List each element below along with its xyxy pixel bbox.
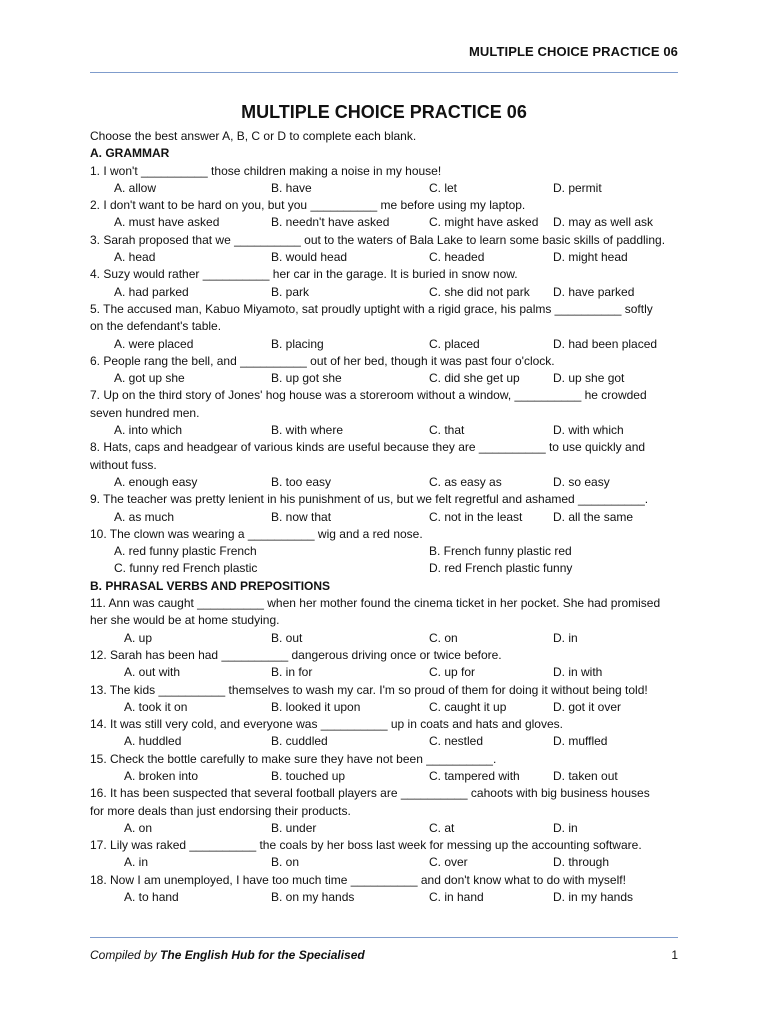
question-item bbox=[90, 682, 682, 717]
answer-option: D. may as well ask bbox=[553, 215, 654, 230]
footer-credit bbox=[90, 948, 365, 962]
answer-option: C. might have asked bbox=[429, 215, 539, 230]
section-heading: B. PHRASAL VERBS AND PREPOSITIONS bbox=[90, 578, 331, 593]
question-text: 3. Sarah proposed that we __________ out to the waters of Bala Lake to learn some basic skills of paddling. bbox=[90, 232, 666, 247]
question-text: without fuss. bbox=[90, 457, 157, 472]
answer-option: A. up bbox=[124, 630, 153, 645]
answer-option: A. on bbox=[124, 820, 153, 835]
answer-options bbox=[90, 699, 682, 716]
answer-option: A. took it on bbox=[124, 699, 188, 714]
question-item bbox=[90, 491, 682, 526]
question-text: 14. It was still very cold, and everyone was __________ up in coats and hats and gloves. bbox=[90, 717, 563, 732]
answer-options bbox=[90, 284, 682, 301]
question-item bbox=[90, 716, 682, 751]
question-item bbox=[90, 232, 682, 267]
question-text: 2. I don't want to be hard on you, but you __________ me before using my laptop. bbox=[90, 198, 526, 213]
question-text: 15. Check the bottle carefully to make sure they have not been __________. bbox=[90, 751, 497, 766]
question-item bbox=[90, 266, 682, 301]
answer-options bbox=[90, 249, 682, 266]
answer-option: C. not in the least bbox=[429, 509, 523, 524]
instruction-text: Choose the best answer A, B, C or D to complete each blank. bbox=[90, 129, 417, 143]
question-item bbox=[90, 647, 682, 682]
answer-option: A. head bbox=[114, 250, 156, 265]
answer-option: A. were placed bbox=[114, 336, 194, 351]
answer-option: B. would head bbox=[271, 250, 348, 265]
answer-option: B. under bbox=[271, 820, 317, 835]
exercise-content bbox=[90, 128, 682, 906]
answer-options bbox=[90, 543, 682, 560]
answer-options bbox=[90, 768, 682, 785]
answer-option: C. over bbox=[429, 855, 468, 870]
answer-option: D. red French plastic funny bbox=[429, 561, 573, 576]
answer-option: C. placed bbox=[429, 336, 480, 351]
answer-options bbox=[90, 733, 682, 750]
answer-options bbox=[90, 664, 682, 681]
question-text: 6. People rang the bell, and __________ out of her bed, though it was past four o'clock. bbox=[90, 353, 555, 368]
answer-options bbox=[90, 180, 682, 197]
question-text: seven hundred men. bbox=[90, 405, 200, 420]
question-item bbox=[90, 163, 682, 198]
answer-option: A. into which bbox=[114, 423, 183, 438]
answer-option: C. headed bbox=[429, 250, 485, 265]
answer-options bbox=[90, 560, 682, 577]
answer-option: C. nestled bbox=[429, 734, 484, 749]
question-item bbox=[90, 387, 682, 439]
footer-organization: The English Hub for the Specialised bbox=[160, 948, 365, 962]
answer-option: B. touched up bbox=[271, 768, 346, 783]
question-text: 13. The kids __________ themselves to wash my car. I'm so proud of them for doing it without being told! bbox=[90, 682, 648, 697]
answer-option: D. in bbox=[553, 820, 578, 835]
answer-option: B. in for bbox=[271, 665, 313, 680]
answer-option: D. so easy bbox=[553, 474, 610, 489]
answer-option: C. on bbox=[429, 630, 458, 645]
answer-option: B. on bbox=[271, 855, 300, 870]
answer-option: A. had parked bbox=[114, 284, 189, 299]
answer-options bbox=[90, 630, 682, 647]
question-item bbox=[90, 872, 682, 907]
answer-options bbox=[90, 214, 682, 231]
answer-option: A. as much bbox=[114, 509, 175, 524]
answer-option: A. red funny plastic French bbox=[114, 544, 257, 559]
question-text: 17. Lily was raked __________ the coals by her boss last week for messing up the accounting software. bbox=[90, 838, 642, 853]
page-title: MULTIPLE CHOICE PRACTICE 06 bbox=[241, 102, 527, 122]
question-text: on the defendant's table. bbox=[90, 319, 222, 334]
answer-option: C. she did not park bbox=[429, 284, 530, 299]
answer-option: D. in my hands bbox=[553, 890, 634, 905]
answer-option: D. have parked bbox=[553, 284, 635, 299]
answer-option: B. up got she bbox=[271, 371, 342, 386]
question-text: 1. I won't __________ those children making a noise in my house! bbox=[90, 163, 442, 178]
footer-compiled-by: Compiled by bbox=[90, 948, 161, 962]
question-text: 10. The clown was wearing a __________ wig and a red nose. bbox=[90, 526, 423, 541]
answer-option: C. as easy as bbox=[429, 474, 502, 489]
answer-option: C. at bbox=[429, 820, 455, 835]
answer-option: D. with which bbox=[553, 423, 624, 438]
answer-options bbox=[90, 474, 682, 491]
question-item bbox=[90, 439, 682, 491]
answer-option: B. cuddled bbox=[271, 734, 328, 749]
answer-option: A. broken into bbox=[124, 768, 199, 783]
question-item bbox=[90, 595, 682, 647]
answer-option: D. in with bbox=[553, 665, 603, 680]
question-item bbox=[90, 197, 682, 232]
answer-option: B. placing bbox=[271, 336, 324, 351]
question-item bbox=[90, 837, 682, 872]
question-text: 5. The accused man, Kabuo Miyamoto, sat proudly uptight with a rigid grace, his palms __________ softly bbox=[90, 301, 653, 316]
answer-options bbox=[90, 889, 682, 906]
answer-option: A. enough easy bbox=[114, 474, 198, 489]
answer-option: D. all the same bbox=[553, 509, 634, 524]
section-heading: A. GRAMMAR bbox=[90, 146, 170, 161]
page-number: 1 bbox=[671, 948, 678, 962]
answer-option: A. huddled bbox=[124, 734, 182, 749]
answer-option: C. up for bbox=[429, 665, 476, 680]
running-header: MULTIPLE CHOICE PRACTICE 06 bbox=[468, 44, 678, 59]
question-text: her she would be at home studying. bbox=[90, 613, 280, 628]
answer-options bbox=[90, 370, 682, 387]
answer-option: C. in hand bbox=[429, 890, 484, 905]
answer-option: D. up she got bbox=[553, 371, 625, 386]
question-item bbox=[90, 526, 682, 578]
answer-option: D. muffled bbox=[553, 734, 608, 749]
answer-option: D. through bbox=[553, 855, 610, 870]
answer-option: B. with where bbox=[271, 423, 344, 438]
answer-options bbox=[90, 422, 682, 439]
answer-option: B. too easy bbox=[271, 474, 332, 489]
answer-option: B. needn't have asked bbox=[271, 215, 390, 230]
answer-option: C. let bbox=[429, 180, 458, 195]
answer-option: D. might head bbox=[553, 250, 628, 265]
answer-options bbox=[90, 854, 682, 871]
answer-option: C. tampered with bbox=[429, 768, 520, 783]
question-text: for more deals than just endorsing their products. bbox=[90, 803, 351, 818]
answer-option: A. allow bbox=[114, 180, 157, 195]
question-text: 8. Hats, caps and headgear of various kinds are useful because they are __________ to use quickly and bbox=[90, 440, 646, 455]
question-text: 11. Ann was caught __________ when her mother found the cinema ticket in her pocket. She had promised bbox=[90, 596, 661, 611]
answer-option: A. to hand bbox=[124, 890, 179, 905]
answer-option: C. that bbox=[429, 423, 465, 438]
answer-option: B. now that bbox=[271, 509, 332, 524]
footer-divider bbox=[90, 937, 678, 938]
answer-option: B. have bbox=[271, 180, 312, 195]
answer-option: A. in bbox=[124, 855, 149, 870]
answer-option: D. got it over bbox=[553, 699, 622, 714]
answer-options bbox=[90, 509, 682, 526]
answer-option: B. French funny plastic red bbox=[429, 544, 572, 559]
question-item bbox=[90, 353, 682, 388]
answer-option: B. out bbox=[271, 630, 303, 645]
question-text: 4. Suzy would rather __________ her car in the garage. It is buried in snow now. bbox=[90, 267, 518, 282]
answer-options bbox=[90, 820, 682, 837]
answer-option: C. caught it up bbox=[429, 699, 507, 714]
question-text: 18. Now I am unemployed, I have too much time __________ and don't know what to do with myself! bbox=[90, 872, 626, 887]
question-item bbox=[90, 751, 682, 786]
answer-option: A. must have asked bbox=[114, 215, 220, 230]
answer-options bbox=[90, 336, 682, 353]
question-item bbox=[90, 301, 682, 353]
question-text: 7. Up on the third story of Jones' hog house was a storeroom without a window, __________ he crowded bbox=[90, 388, 647, 403]
question-text: 16. It has been suspected that several football players are __________ cahoots with big business houses bbox=[90, 786, 650, 801]
answer-option: A. got up she bbox=[114, 371, 185, 386]
question-text: 9. The teacher was pretty lenient in his punishment of us, but we felt regretful and ashamed __________. bbox=[90, 492, 649, 507]
question-text: 12. Sarah has been had __________ dangerous driving once or twice before. bbox=[90, 647, 502, 662]
answer-option: A. out with bbox=[124, 665, 181, 680]
question-item bbox=[90, 785, 682, 837]
header-divider bbox=[90, 72, 678, 73]
answer-option: B. looked it upon bbox=[271, 699, 361, 714]
answer-option: D. had been placed bbox=[553, 336, 658, 351]
answer-option: B. park bbox=[271, 284, 310, 299]
answer-option: D. taken out bbox=[553, 768, 618, 783]
answer-option: D. permit bbox=[553, 180, 602, 195]
answer-option: D. in bbox=[553, 630, 578, 645]
answer-option: C. did she get up bbox=[429, 371, 520, 386]
answer-option: B. on my hands bbox=[271, 890, 355, 905]
answer-option: C. funny red French plastic bbox=[114, 561, 258, 576]
